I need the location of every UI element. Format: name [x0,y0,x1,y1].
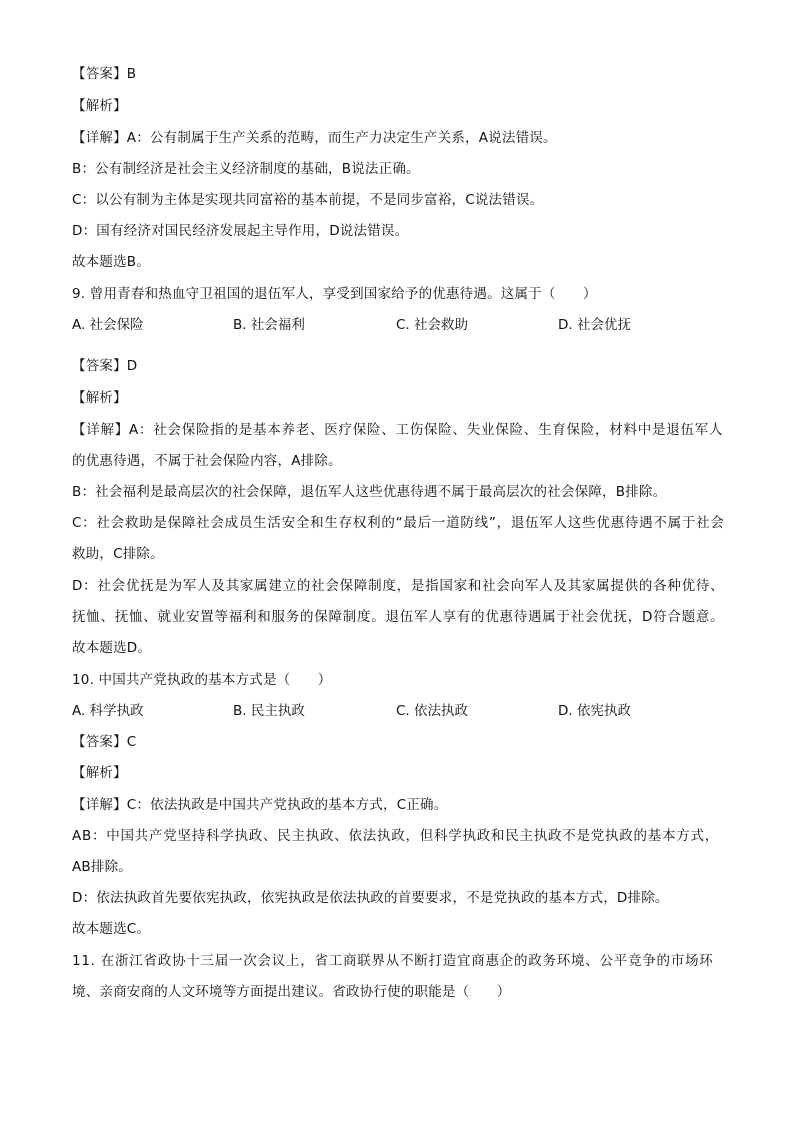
q10-detail-d: D：依法执政首先要依宪执政，依宪执政是依法执政的首要要求，不是党执政的基本方式，D排除。 [72,890,669,906]
q8-analysis-heading: 【解析】 [72,98,127,114]
q9-detail-a-cont: 的优惠待遇，不属于社会保险内容，A排除。 [72,453,342,469]
q10-option-c: C. 依法执政 [396,703,469,719]
q11-stem: 11. 在浙江省政协十三届一次会议上，省工商联界从不断打造宜商惠企的政务环境、公平竞争的市场环 [72,953,714,969]
q10-detail-ab: AB：中国共产党坚持科学执政、民主执政、依法执政，但科学执政和民主执政不是党执政的基本方式， [72,828,719,844]
q8-conclusion: 故本题选B。 [72,254,150,270]
q8-answer: 【答案】B [72,66,137,82]
q10-conclusion: 故本题选C。 [72,921,151,937]
q10-option-a: A. 科学执政 [72,703,144,719]
q8-detail-c: C：以公有制为主体是实现共同富裕的基本前提，不是同步富裕，C说法错误。 [72,192,544,208]
q9-option-a: A. 社会保险 [72,317,144,333]
q9-detail-c-cont: 救助，C排除。 [72,546,164,562]
q10-answer: 【答案】C [72,734,137,750]
q9-option-b: B. 社会福利 [233,317,305,333]
q9-analysis-heading: 【解析】 [72,390,127,406]
q10-analysis-heading: 【解析】 [72,765,127,781]
q11-stem-cont: 境、亲商安商的人文环境等方面提出建议。省政协行使的职能是（ ） [72,984,511,1000]
q10-detail-c: 【详解】C：依法执政是中国共产党执政的基本方式，C正确。 [72,797,448,813]
q8-detail-a: 【详解】A：公有制属于生产关系的范畴，而生产力决定生产关系，A说法错误。 [72,130,557,146]
q9-conclusion: 故本题选D。 [72,640,152,656]
q9-detail-c: C：社会救助是保障社会成员生活安全和生存权利的“最后一道防线”，退伍军人这些优惠待遇不属于社会 [72,515,725,531]
q9-detail-d: D：社会优抚是为军人及其家属建立的社会保障制度，是指国家和社会向军人及其家属提供的各种优待、 [72,578,725,594]
q9-answer: 【答案】D [72,358,138,374]
q10-option-d: D. 依宪执政 [558,703,631,719]
q9-detail-a: 【详解】A：社会保险指的是基本养老、医疗保险、工伤保险、失业保险、生育保险，材料中是退伍军人 [72,422,724,438]
q9-option-c: C. 社会救助 [396,317,469,333]
q9-stem: 9. 曾用青春和热血守卫祖国的退伍军人，享受到国家给予的优惠待遇。这属于（ ） [72,286,597,302]
q10-detail-ab-cont: AB排除。 [72,859,132,875]
q10-stem: 10. 中国共产党执政的基本方式是（ ） [72,672,332,688]
q9-option-d: D. 社会优抚 [558,317,631,333]
q8-detail-d: D：国有经济对国民经济发展起主导作用，D说法错误。 [72,223,409,239]
q10-option-b: B. 民主执政 [233,703,305,719]
q9-detail-b: B：社会福利是最高层次的社会保障，退伍军人这些优惠待遇不属于最高层次的社会保障，B排除。 [72,484,667,500]
q8-detail-b: B：公有制经济是社会主义经济制度的基础，B说法正确。 [72,161,420,177]
q9-detail-d-cont: 抚恤、抚恤、就业安置等福利和服务的保障制度。退伍军人享有的优惠待遇属于社会优抚，D符合题意。 [72,609,725,625]
